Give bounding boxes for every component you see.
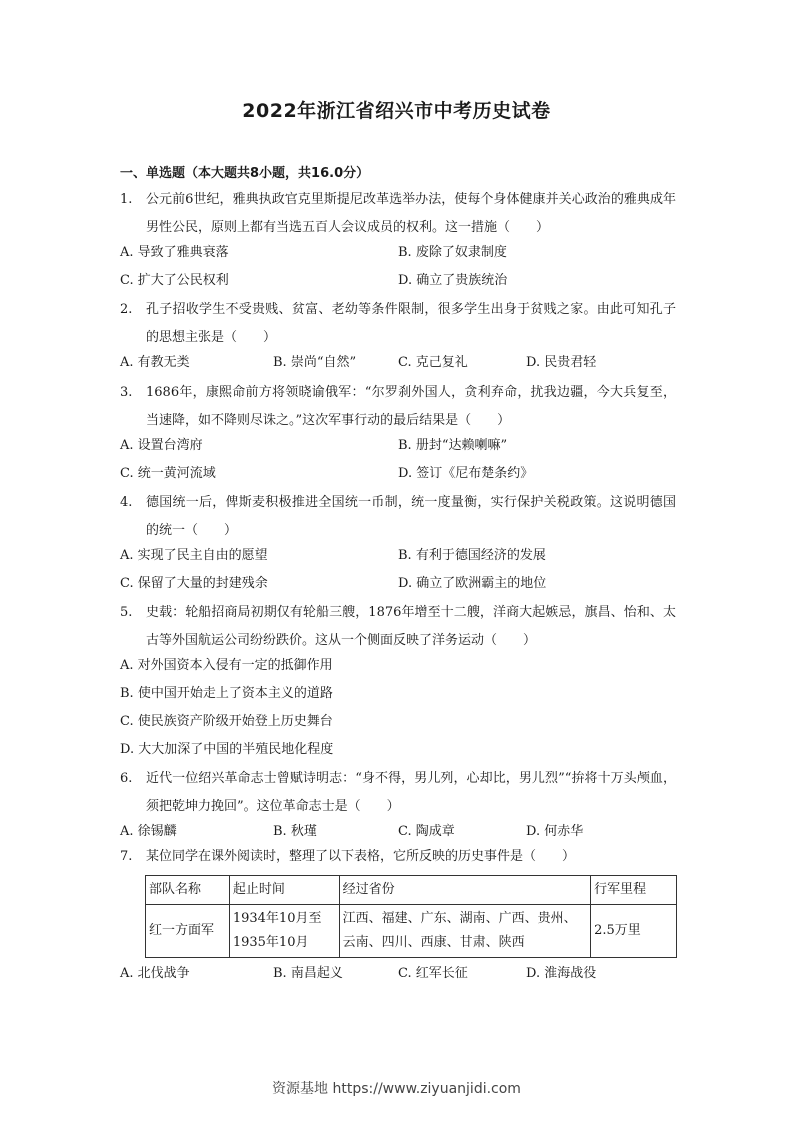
- question-number: 5.: [120, 605, 133, 620]
- question-stem: 近代一位绍兴革命志士曾赋诗明志：“身不得，男儿列，心却比，男儿烈”“拚将十万头颅血，须把乾坤力挽回”。这位革命志士是（ ）: [146, 771, 676, 814]
- question-5: [120, 599, 676, 655]
- question-6: [120, 765, 676, 821]
- section-heading: 一、单选题（本大题共8小题，共16.0分）: [120, 166, 370, 181]
- option-c: C. 保留了大量的封建残余: [120, 576, 268, 591]
- question-number: 3.: [120, 385, 133, 400]
- option-c: C. 陶成章: [398, 824, 455, 839]
- option-a: A. 北伐战争: [120, 966, 190, 981]
- question-stem: 1686年，康熙命前方将领晓谕俄军：“尔罗刹外国人，贪利弃命，扰我边疆，今大兵复至，当速降，如不降则尽诛之。”这次军事行动的最后结果是（ ）: [146, 385, 676, 428]
- option-d: D. 签订《尼布楚条约》: [398, 466, 534, 481]
- option-d: D. 淮海战役: [526, 966, 597, 981]
- question-1: [120, 186, 676, 242]
- option-b: B. 使中国开始走上了资本主义的道路: [120, 686, 333, 701]
- option-d: D. 确立了贵族统治: [398, 273, 508, 288]
- question-stem: 某位同学在课外阅读时，整理了以下表格，它所反映的历史事件是（ ）: [146, 849, 576, 864]
- table-cell: 2.5万里: [591, 905, 677, 958]
- table-header-row: [146, 876, 677, 905]
- long-march-table: [145, 875, 677, 958]
- option-c: C. 克己复礼: [398, 355, 468, 370]
- option-b: B. 废除了奴隶制度: [398, 245, 507, 260]
- option-a: A. 设置台湾府: [120, 438, 203, 453]
- option-d: D. 确立了欧洲霸主的地位: [398, 576, 547, 591]
- option-c: C. 扩大了公民权利: [120, 273, 229, 288]
- option-d: D. 民贵君轻: [526, 355, 597, 370]
- question-stem: 孔子招收学生不受贵贱、贫富、老幼等条件限制，很多学生出身于贫贱之家。由此可知孔子的思想主张是（ ）: [146, 302, 676, 345]
- question-number: 2.: [120, 302, 133, 317]
- option-a: A. 对外国资本入侵有一定的抵御作用: [120, 658, 333, 673]
- option-b: B. 南昌起义: [273, 966, 343, 981]
- table-header-cell: 经过省份: [339, 876, 590, 905]
- question-number: 4.: [120, 495, 133, 510]
- table-header-cell: 起止时间: [229, 876, 339, 905]
- option-a: A. 有教无类: [120, 355, 190, 370]
- question-7: [120, 843, 676, 871]
- question-2: [120, 296, 676, 352]
- page-title: 2022年浙江省绍兴市中考历史试卷: [242, 100, 551, 122]
- option-a: A. 导致了雅典衰落: [120, 245, 229, 260]
- table-cell: 红一方面军: [146, 905, 230, 958]
- option-b: B. 秋瑾: [273, 824, 317, 839]
- option-a: A. 徐锡麟: [120, 824, 177, 839]
- option-c: C. 红军长征: [398, 966, 468, 981]
- table-cell: 1934年10月至1935年10月: [229, 905, 339, 958]
- option-b: B. 崇尚“自然”: [273, 355, 357, 370]
- question-3: [120, 379, 676, 435]
- option-b: B. 册封“达赖喇嘛”: [398, 438, 508, 453]
- question-number: 1.: [120, 192, 133, 207]
- table-cell: 江西、福建、广东、湖南、广西、贵州、云南、四川、西康、甘肃、陕西: [339, 905, 590, 958]
- footer-watermark: 资源基地 https://www.ziyuanjidi.com: [272, 1081, 521, 1097]
- question-4: [120, 489, 676, 545]
- question-number: 7.: [120, 849, 133, 864]
- option-d: D. 大大加深了中国的半殖民地化程度: [120, 742, 334, 757]
- option-d: D. 何赤华: [526, 824, 584, 839]
- table-row: [146, 905, 677, 958]
- question-number: 6.: [120, 771, 133, 786]
- option-a: A. 实现了民主自由的愿望: [120, 548, 268, 563]
- question-stem: 德国统一后，俾斯麦积极推进全国统一币制，统一度量衡，实行保护关税政策。这说明德国的统一（ ）: [146, 495, 676, 538]
- option-c: C. 使民族资产阶级开始登上历史舞台: [120, 714, 333, 729]
- question-stem: 公元前6世纪，雅典执政官克里斯提尼改革选举办法，使每个身体健康并关心政治的雅典成年男性公民，原则上都有当选五百人会议成员的权利。这一措施（ ）: [146, 192, 676, 235]
- question-stem: 史载：轮船招商局初期仅有轮船三艘，1876年增至十二艘，洋商大起嫉忌，旗昌、怡和、太古等外国航运公司纷纷跌价。这从一个侧面反映了洋务运动（ ）: [146, 605, 676, 648]
- table-header-cell: 部队名称: [146, 876, 230, 905]
- table-header-cell: 行军里程: [591, 876, 677, 905]
- option-c: C. 统一黄河流域: [120, 466, 216, 481]
- option-b: B. 有利于德国经济的发展: [398, 548, 546, 563]
